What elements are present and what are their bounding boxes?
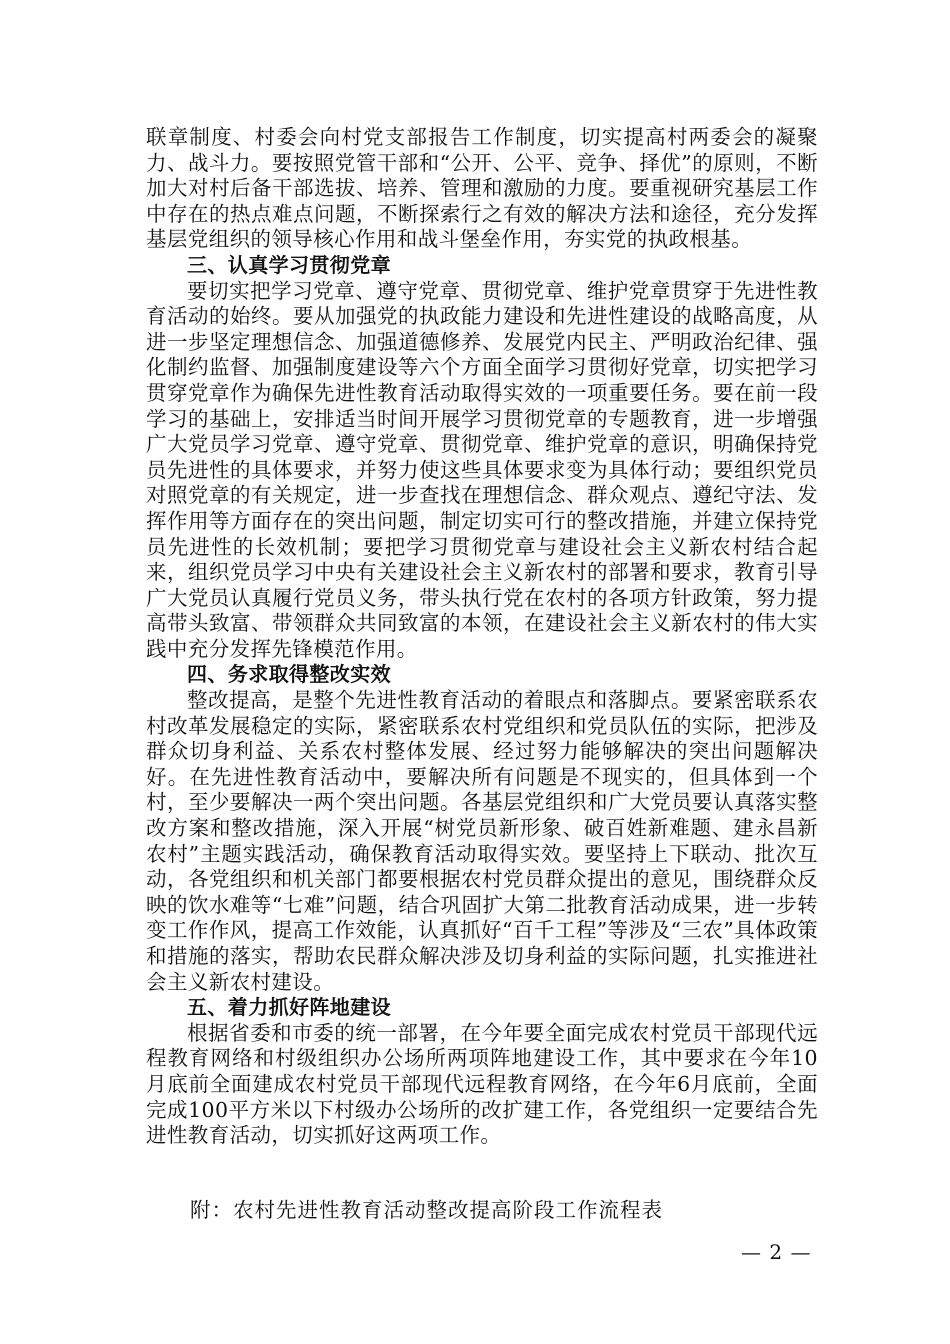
page-number: — 2 — (741, 1240, 812, 1264)
paragraph-study-party-constitution: 要切实把学习党章、遵守党章、贯彻党章、维护党章贯穿于先进性教育活动的始终。要从加强党的执政能力建设和先进性建设的战略高度，从进一步坚定理想信念、加强道德修养、发展党内民主、严明政治纪律、强化制约监督、加强制度建设等六个方面全面学习贯彻好党章，切实把学习贯穿党章作为确保先进性教育活动取得实效的一项重要任务。要在前一段学习的基础上，安排适当时间开展学习贯彻党章的专题教育，进一步增强广大党员学习党章、遵守党章、贯彻党章、维护党章的意识，明确保持党员先进性的具体要求，并努力使这些具体要求变为具体行动；要组织党员对照党章的有关规定，进一步查找在理想信念、群众观点、遵纪守法、发挥作用等方面存在的突出问题，制定切实可行的整改措施，并建立保持党员先进性的长效机制；要把学习贯彻党章与建设社会主义新农村结合起来，组织党员学习中央有关建设社会主义新农村的部署和要求，教育引导广大党员认真履行党员义务，带头执行党在农村的各项方针政策，努力提高带头致富、带领群众共同致富的本领，在建设社会主义新农村的伟大实践中充分发挥先锋模范作用。 (146, 278, 818, 661)
section-heading-5: 五、着力抓好阵地建设 (187, 995, 391, 1020)
paragraph-continued: 联章制度、村委会向村党支部报告工作制度，切实提高村两委会的凝聚力、战斗力。要按照党管干部和“公开、公平、竞争、择优”的原则，不断加大对村后备干部选拔、培养、管理和激励的力度。要重视研究基层工作中存在的热点难点问题，不断探索行之有效的解决方法和途径，充分发挥基层党组织的领导核心作用和战斗堡垒作用，夯实党的执政根基。 (146, 125, 818, 252)
paragraph-position-building: 根据省委和市委的统一部署，在今年要全面完成农村党员干部现代远程教育网络和村级组织办公场所两项阵地建设工作，其中要求在今年10月底前全面建成农村党员干部现代远程教育网络，在今年6月底前，全面完成100平方米以下村级办公场所的改扩建工作，各党组织一定要结合先进性教育活动，切实抓好这两项工作。 (146, 1020, 818, 1148)
section-heading-3: 三、认真学习贯彻党章 (187, 252, 391, 277)
paragraph-rectification: 整改提高，是整个先进性教育活动的着眼点和落脚点。要紧密联系农村改革发展稳定的实际，紧密联系农村党组织和党员队伍的实际，把涉及群众切身利益、关系农村整体发展、经过努力能够解决的突出问题解决好。在先进性教育活动中，要解决所有问题是不现实的，但具体到一个村，至少要解决一两个突出问题。各基层党组织和广大党员要认真落实整改方案和整改措施，深入开展“树党员新形象、破百姓新难题、建永昌新农村”主题实践活动，确保教育活动取得实效。要坚持上下联动、批次互动，各党组织和机关部门都要根据农村党员群众提出的意见，围绕群众反映的饮水难等“七难”问题，结合巩固扩大第二批教育活动成果，进一步转变工作作风，提高工作效能，认真抓好“百千工程”等涉及“三农”具体政策和措施的落实，帮助农民群众解决涉及切身利益的实际问题，扎实推进社会主义新农村建设。 (146, 688, 818, 994)
section-heading-4: 四、务求取得整改实效 (187, 662, 391, 687)
attachment-note: 附：农村先进性教育活动整改提高阶段工作流程表 (190, 1198, 663, 1222)
document-body (146, 125, 818, 1149)
